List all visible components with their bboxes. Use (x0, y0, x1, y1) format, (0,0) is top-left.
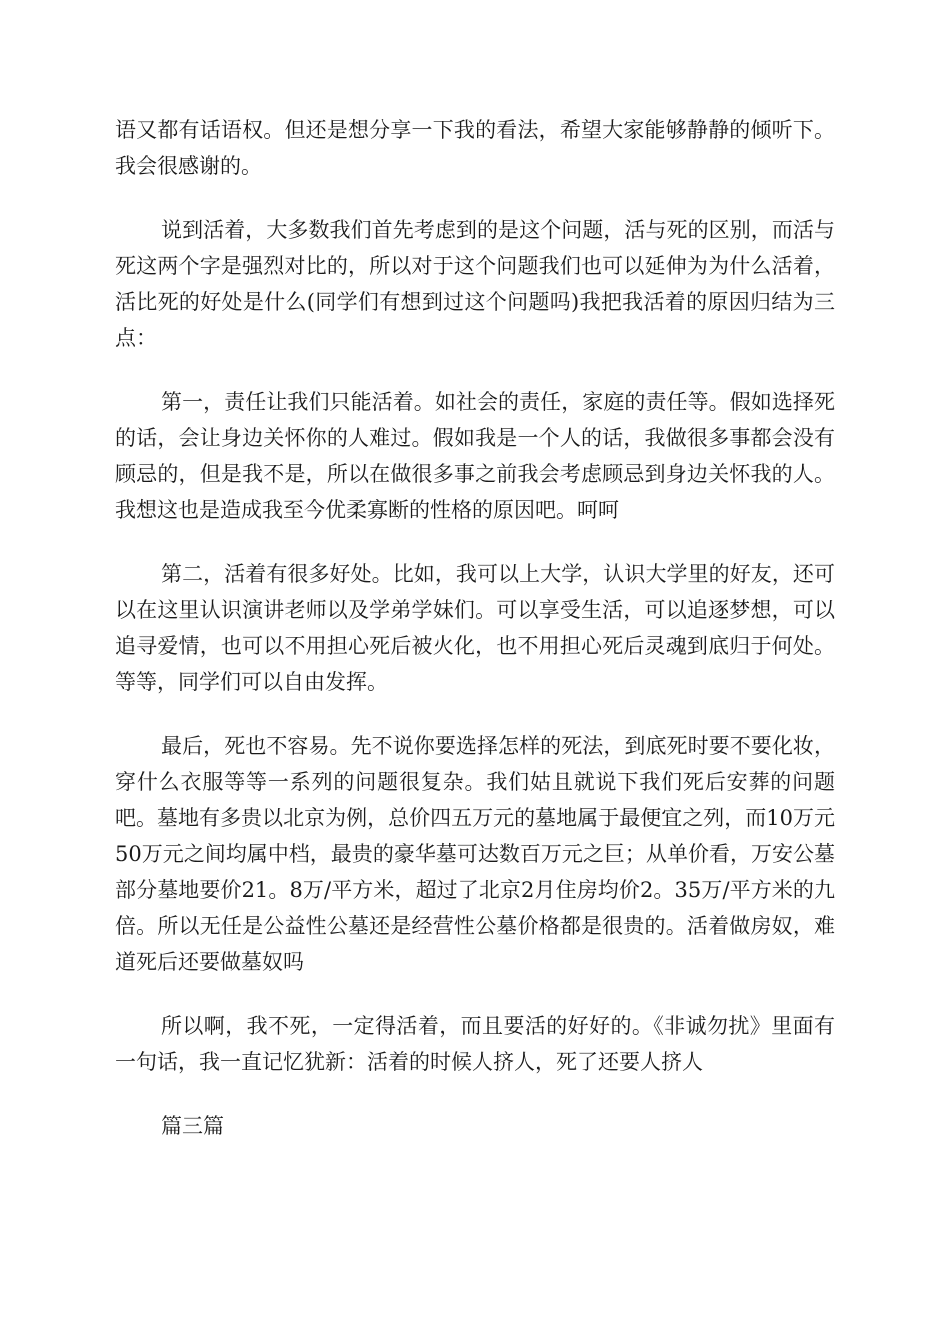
paragraph-reason-dying-not-easy: 最后，死也不容易。先不说你要选择怎样的死法，到底死时要不要化妆，穿什么衣服等等一系列的问题很复杂。我们姑且就说下我们死后安葬的问题吧。墓地有多贵以北京为例，总价四五万元的墓地属于最便宜之列，而10万元50万元之间均属中档，最贵的豪华墓可达数百万元之巨；从单价看，万安公墓部分墓地要价21。8万/平方米，超过了北京2月住房均价2。35万/平方米的九倍。所以无任是公益性公墓还是经营性公墓价格都是很贵的。活着做房奴，难道死后还要做墓奴吗 (115, 734, 835, 974)
document-body (115, 112, 835, 1172)
section-heading-part-three: 篇三篇 (161, 1114, 224, 1138)
paragraph-living-vs-dying: 说到活着，大多数我们首先考虑到的是这个问题，活与死的区别，而活与死这两个字是强烈对比的，所以对于这个问题我们也可以延伸为为什么活着，活比死的好处是什么(同学们有想到过这个问题吗)我把我活着的原因归结为三点： (115, 218, 835, 350)
paragraph-reason-responsibility: 第一，责任让我们只能活着。如社会的责任，家庭的责任等。假如选择死的话，会让身边关怀你的人难过。假如我是一个人的话，我做很多事都会没有顾忌的，但是我不是，所以在做很多事之前我会考虑顾忌到身边关怀我的人。我想这也是造成我至今优柔寡断的性格的原因吧。呵呵 (115, 390, 835, 522)
paragraph-reason-benefits: 第二，活着有很多好处。比如，我可以上大学，认识大学里的好友，还可以在这里认识演讲老师以及学弟学妹们。可以享受生活，可以追逐梦想，可以追寻爱情，也可以不用担心死后被火化，也不用担心死后灵魂到底归于何处。等等，同学们可以自由发挥。 (115, 562, 835, 694)
paragraph-intro-continuation: 语又都有话语权。但还是想分享一下我的看法，希望大家能够静静的倾听下。我会很感谢的。 (115, 118, 835, 178)
paragraph-conclusion: 所以啊，我不死，一定得活着，而且要活的好好的。《非诚勿扰》里面有一句话，我一直记忆犹新：活着的时候人挤人，死了还要人挤人 (115, 1014, 835, 1074)
